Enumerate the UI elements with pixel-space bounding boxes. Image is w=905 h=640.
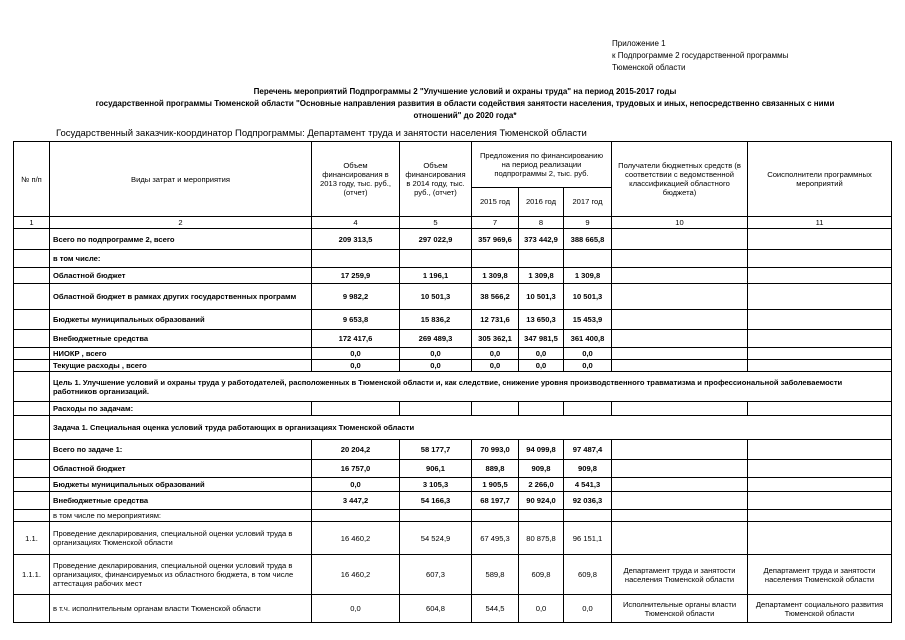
recipient: Исполнительные органы власти Тюменской области (612, 595, 748, 623)
row-label: Областной бюджет в рамках других государственных программ (50, 284, 312, 310)
title-line-3: отношений" до 2020 года* (413, 111, 517, 120)
activities-table (13, 141, 892, 623)
row-label: Областной бюджет (50, 460, 312, 478)
table-row-regional (14, 268, 892, 284)
table-row-task1-incl (14, 510, 892, 522)
header-2016: 2016 год (519, 187, 564, 216)
value-2013: 209 313,5 (312, 229, 400, 250)
appendix-line-2: к Подпрограмме 2 государственной программы (612, 51, 789, 60)
value-2013: 0,0 (312, 478, 400, 492)
value-2013: 9 982,2 (312, 284, 400, 310)
co-executor: Департамент труда и занятости населения Тюменской области (748, 555, 892, 595)
value-2017: 609,8 (564, 555, 612, 595)
value-2015: 0,0 (472, 348, 519, 360)
value-2016: 10 501,3 (519, 284, 564, 310)
value-2017: 4 541,3 (564, 478, 612, 492)
table-row-1-1 (14, 522, 892, 555)
value-2016: 0,0 (519, 348, 564, 360)
header-vol-2013: Объем финансирования в 2013 году, тыс. руб., (отчет) (312, 142, 400, 217)
value-2016: 347 981,5 (519, 330, 564, 348)
column-numbers-row (14, 217, 892, 229)
value-2014: 269 489,3 (400, 330, 472, 348)
appendix-line-1: Приложение 1 (612, 39, 666, 48)
row-label: Текущие расходы , всего (50, 360, 312, 372)
value-2016: 94 099,8 (519, 440, 564, 460)
header-kinds: Виды затрат и мероприятия (50, 142, 312, 217)
colnum: 4 (312, 217, 400, 229)
row-number: 1.1. (14, 522, 50, 555)
row-label: Проведение декларирования, специальной оценки условий труда в организациях, финансируемых из областного бюджета, в том числе аттестация рабочих мест (50, 555, 312, 595)
value-2017: 92 036,3 (564, 492, 612, 510)
value-2013: 16 757,0 (312, 460, 400, 478)
value-2014: 1 196,1 (400, 268, 472, 284)
value-2016: 13 650,3 (519, 310, 564, 330)
value-2013: 17 259,9 (312, 268, 400, 284)
value-2013: 3 447,2 (312, 492, 400, 510)
value-2015: 889,8 (472, 460, 519, 478)
value-2017: 96 151,1 (564, 522, 612, 555)
row-label: Бюджеты муниципальных образований (50, 478, 312, 492)
value-2015: 357 969,6 (472, 229, 519, 250)
value-2013: 20 204,2 (312, 440, 400, 460)
value-2014: 607,3 (400, 555, 472, 595)
value-2017: 0,0 (564, 348, 612, 360)
row-label: Внебюджетные средства (50, 330, 312, 348)
colnum: 10 (612, 217, 748, 229)
value-2016: 909,8 (519, 460, 564, 478)
table-row-offbudget (14, 330, 892, 348)
table-row-current (14, 360, 892, 372)
value-2013: 0,0 (312, 595, 400, 623)
value-2013: 0,0 (312, 348, 400, 360)
header-coexec: Соисполнители программных мероприятий (748, 142, 892, 217)
value-2017: 10 501,3 (564, 284, 612, 310)
value-2017: 388 665,8 (564, 229, 612, 250)
value-2016: 373 442,9 (519, 229, 564, 250)
table-row-municipal (14, 310, 892, 330)
value-2014: 297 022,9 (400, 229, 472, 250)
table-row-incl (14, 250, 892, 268)
appendix-note (612, 38, 788, 74)
header-proposals: Предложения по финансированию на период реализации подпрограммы 2, тыс. руб. (472, 142, 612, 188)
value-2015: 1 905,5 (472, 478, 519, 492)
table-row-task1-total (14, 440, 892, 460)
value-2014: 10 501,3 (400, 284, 472, 310)
table-row-tasks (14, 402, 892, 416)
row-label: Расходы по задачам: (50, 402, 312, 416)
value-2015: 305 362,1 (472, 330, 519, 348)
title-line-2: государственной программы Тюменской области "Основные направления развития в области содействия занятости населения, трудовых и иных, непосредственно связанных с ними (95, 99, 835, 108)
value-2017: 0,0 (564, 595, 612, 623)
value-2017: 0,0 (564, 360, 612, 372)
value-2017: 1 309,8 (564, 268, 612, 284)
colnum: 7 (472, 217, 519, 229)
colnum: 2 (50, 217, 312, 229)
value-2015: 589,8 (472, 555, 519, 595)
table-row-task1-offbudget (14, 492, 892, 510)
header-vol-2014: Объем финансирования в 2014 году, тыс. руб., (отчет) (400, 142, 472, 217)
colnum: 1 (14, 217, 50, 229)
value-2016: 90 924,0 (519, 492, 564, 510)
row-label: Проведение декларирования, специальной оценки условий труда в организациях Тюменской области (50, 522, 312, 555)
value-2014: 906,1 (400, 460, 472, 478)
value-2014: 604,8 (400, 595, 472, 623)
value-2016: 1 309,8 (519, 268, 564, 284)
table-row-regional-other (14, 284, 892, 310)
value-2013: 16 460,2 (312, 522, 400, 555)
value-2014: 0,0 (400, 348, 472, 360)
colnum: 5 (400, 217, 472, 229)
row-number: 1.1.1. (14, 555, 50, 595)
colnum: 11 (748, 217, 892, 229)
document-title (40, 86, 890, 122)
value-2015: 70 993,0 (472, 440, 519, 460)
row-label: Всего по задаче 1: (50, 440, 312, 460)
value-2016: 0,0 (519, 595, 564, 623)
value-2013: 172 417,6 (312, 330, 400, 348)
value-2015: 38 566,2 (472, 284, 519, 310)
value-2015: 67 495,3 (472, 522, 519, 555)
table-row-task1-regional (14, 460, 892, 478)
value-2014: 0,0 (400, 360, 472, 372)
row-label: НИОКР , всего (50, 348, 312, 360)
value-2014: 54 166,3 (400, 492, 472, 510)
table-row-niokr (14, 348, 892, 360)
value-2017: 361 400,8 (564, 330, 612, 348)
state-customer: Государственный заказчик-координатор Подпрограммы: Департамент труда и занятости населения Тюменской области (56, 128, 587, 139)
colnum: 9 (564, 217, 612, 229)
value-2014: 15 836,2 (400, 310, 472, 330)
value-2015: 12 731,6 (472, 310, 519, 330)
task-1-text: Задача 1. Специальная оценка условий труда работающих в организациях Тюменской области (50, 416, 892, 440)
row-label: в том числе по мероприятиям: (50, 510, 312, 522)
value-2017: 97 487,4 (564, 440, 612, 460)
header-num: № п/п (14, 142, 50, 217)
table-row-task1-municipal (14, 478, 892, 492)
value-2015: 0,0 (472, 360, 519, 372)
recipient: Департамент труда и занятости населения Тюменской области (612, 555, 748, 595)
table-row-executive (14, 595, 892, 623)
header-2015: 2015 год (472, 187, 519, 216)
table-row-goal (14, 372, 892, 402)
value-2013: 9 653,8 (312, 310, 400, 330)
row-label: Областной бюджет (50, 268, 312, 284)
value-2015: 68 197,7 (472, 492, 519, 510)
row-label: Бюджеты муниципальных образований (50, 310, 312, 330)
colnum: 8 (519, 217, 564, 229)
value-2017: 909,8 (564, 460, 612, 478)
table-row-1-1-1 (14, 555, 892, 595)
goal-text: Цель 1. Улучшение условий и охраны труда у работодателей, расположенных в Тюменской области и, как следствие, снижение уровня производственного травматизма и профессиональной заболеваемости работников организаций. (50, 372, 892, 402)
value-2016: 0,0 (519, 360, 564, 372)
value-2015: 544,5 (472, 595, 519, 623)
co-executor: Департамент социального развития Тюменской области (748, 595, 892, 623)
row-label: Всего по подпрограмме 2, всего (50, 229, 312, 250)
table-row-task-1 (14, 416, 892, 440)
header-row (14, 142, 892, 188)
header-2017: 2017 год (564, 187, 612, 216)
row-label: в том числе: (50, 250, 312, 268)
row-label: Внебюджетные средства (50, 492, 312, 510)
value-2016: 80 875,8 (519, 522, 564, 555)
header-recipients: Получатели бюджетных средств (в соответствии с ведомственной классификацией областного бюджета) (612, 142, 748, 217)
title-line-1: Перечень мероприятий Подпрограммы 2 "Улучшение условий и охраны труда" на период 2015-2017 годы (253, 87, 677, 96)
value-2013: 0,0 (312, 360, 400, 372)
appendix-line-3: Тюменской области (612, 63, 686, 72)
value-2014: 3 105,3 (400, 478, 472, 492)
value-2014: 58 177,7 (400, 440, 472, 460)
value-2016: 609,8 (519, 555, 564, 595)
row-label: в т.ч. исполнительным органам власти Тюменской области (50, 595, 312, 623)
value-2014: 54 524,9 (400, 522, 472, 555)
table-row-total (14, 229, 892, 250)
value-2016: 2 266,0 (519, 478, 564, 492)
value-2017: 15 453,9 (564, 310, 612, 330)
value-2015: 1 309,8 (472, 268, 519, 284)
value-2013: 16 460,2 (312, 555, 400, 595)
